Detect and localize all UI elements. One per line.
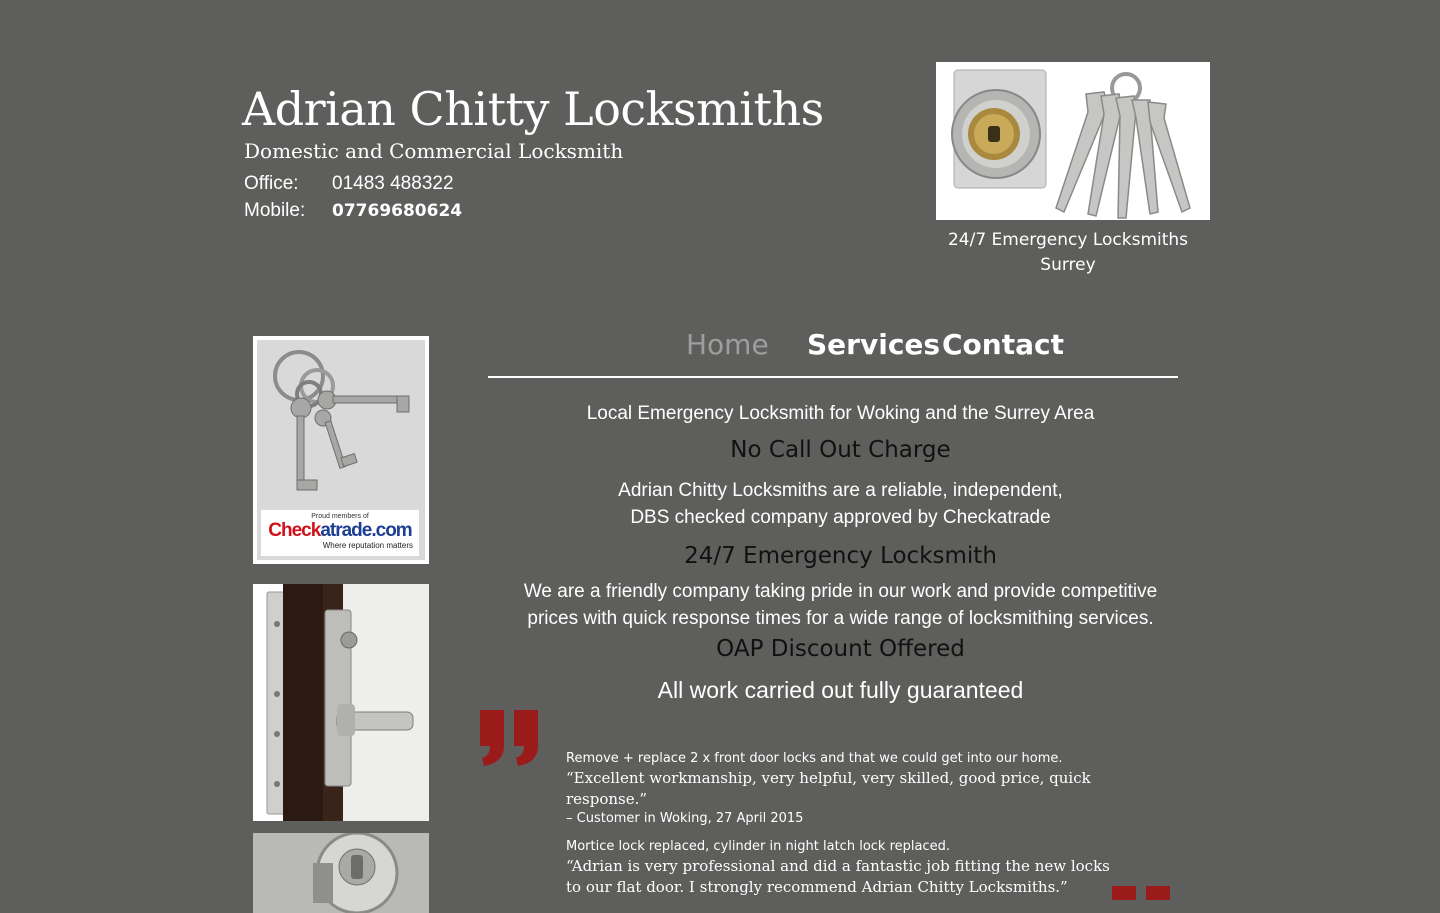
oap-heading: OAP Discount Offered — [716, 636, 965, 662]
header-caption-line-1: 24/7 Emergency Locksmiths — [947, 230, 1189, 250]
emergency-heading: 24/7 Emergency Locksmith — [684, 543, 997, 569]
checkatrade-keys-image[interactable] — [253, 336, 429, 564]
reliable-line-2: DBS checked company approved by Checkatrade — [630, 507, 1051, 528]
checkatrade-logo-red: Chec — [268, 520, 311, 541]
no-callout-heading: No Call Out Charge — [730, 437, 951, 463]
review-item — [566, 838, 1126, 898]
mobile-label: Mobile: — [244, 200, 306, 221]
review-quote: “Excellent workmanship, very helpful, very skilled, good price, quick response.” — [566, 769, 1091, 808]
intro-text: Local Emergency Locksmith for Woking and the Surrey Area — [586, 403, 1095, 424]
office-number: 01483 488322 — [332, 173, 454, 194]
guarantee-text: All work carried out fully guaranteed — [657, 677, 1024, 703]
review-author: – Customer in Woking, 27 April 2015 — [566, 811, 804, 826]
header-lock-keys-image — [936, 62, 1210, 220]
review-job: Mortice lock replaced, cylinder in night latch lock replaced. — [566, 839, 950, 854]
friendly-line-1: We are a friendly company taking pride in our work and provide competitive — [523, 581, 1158, 602]
review-item — [566, 750, 1126, 828]
door-lock-handle-image — [253, 584, 429, 821]
reliable-line-1: Adrian Chitty Locksmiths are a reliable, independent, — [618, 480, 1063, 501]
checkatrade-badge[interactable] — [261, 510, 419, 556]
review-job: Remove + replace 2 x front door locks and that we could get into our home. — [566, 751, 1063, 766]
friendly-text — [488, 578, 1193, 632]
mobile-number-link[interactable]: 07769680624 — [332, 201, 463, 221]
main-nav — [488, 328, 1178, 378]
checkatrade-logo-blue: atrade.com — [320, 520, 412, 541]
office-contact — [244, 173, 454, 195]
quote-open-icon — [478, 700, 542, 775]
office-label: Office: — [244, 173, 299, 194]
nav-home[interactable]: Home — [686, 328, 769, 361]
header-caption-line-2: Surrey — [1040, 255, 1096, 275]
checkatrade-badge-top: Proud members of — [311, 513, 369, 520]
site-subtitle: Domestic and Commercial Locksmith — [244, 139, 624, 163]
nav-services[interactable]: Services — [807, 328, 941, 361]
mobile-contact — [244, 200, 462, 222]
checkatrade-logo-text — [261, 521, 419, 541]
friendly-line-2: prices with quick response times for a wide range of locksmithing services. — [527, 608, 1154, 629]
cylinder-lock-image — [253, 833, 429, 913]
nav-contact[interactable]: Contact — [942, 328, 1064, 361]
reliable-text — [488, 477, 1193, 531]
review-quote: “Adrian is very professional and did a fantastic job fitting the new locks to our flat door. I strongly recommend Adrian Chitty Locksmiths.” — [566, 857, 1110, 896]
checkatrade-tagline: Where reputation matters — [322, 541, 413, 550]
site-title: Adrian Chitty Locksmiths — [242, 82, 824, 136]
header-caption — [936, 228, 1200, 278]
checkatrade-logo-k: k — [310, 520, 321, 541]
